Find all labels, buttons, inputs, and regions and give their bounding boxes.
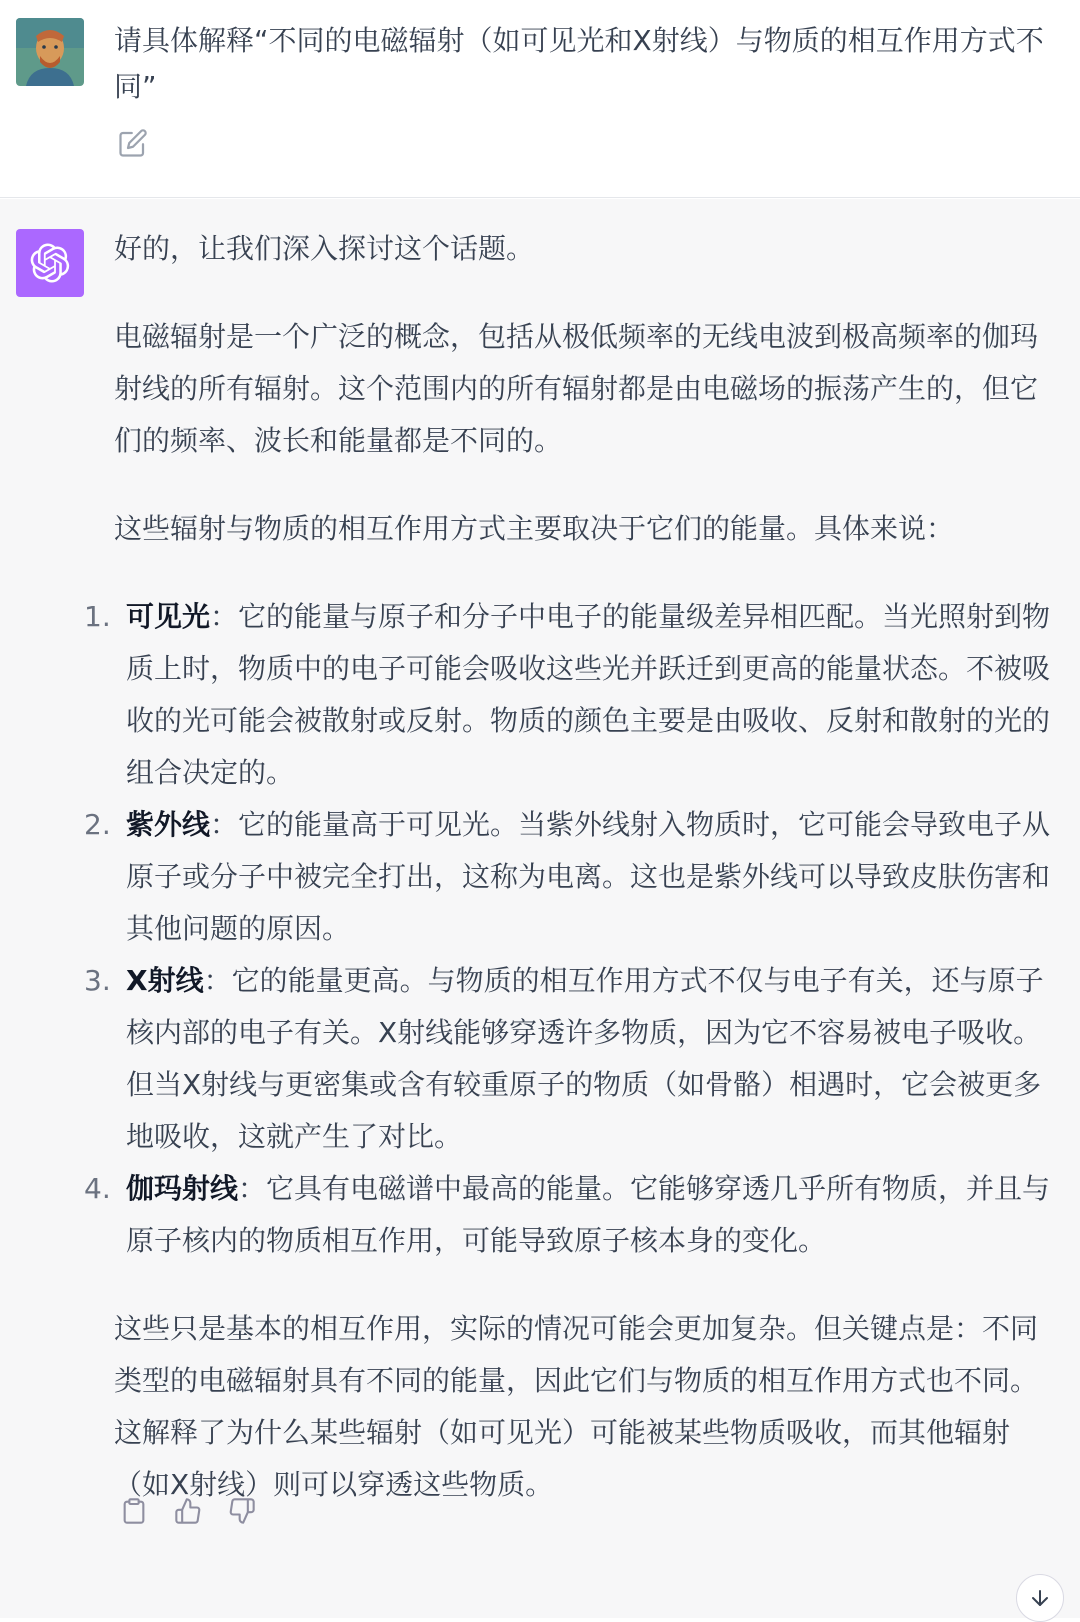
answer-paragraph-3: 这些只是基本的相互作用，实际的情况可能会更加复杂。但关键点是：不同类型的电磁辐射具有不同的能量，因此它们与物质的相互作用方式也不同。这解释了为什么某些辐射（如可见光）可能被某些物质吸收，而其他辐射（如X射线）则可以穿透这些物质。 [114, 1312, 1039, 1501]
list-text: ：它具有电磁谱中最高的能量。它能够穿透几乎所有物质，并且与原子核内的物质相互作用，可能导致原子核本身的变化。 [126, 1172, 1051, 1257]
user-message [0, 0, 1080, 198]
answer-intro: 好的，让我们深入探讨这个话题。 [114, 232, 535, 265]
edit-icon[interactable] [118, 128, 154, 164]
list-term: 紫外线 [126, 808, 211, 841]
list-term: X射线 [126, 964, 204, 997]
openai-logo-icon [16, 229, 84, 297]
list-number: 2. [84, 808, 111, 841]
answer-list [84, 591, 1064, 1267]
list-number: 3. [84, 964, 111, 997]
list-term: 可见光 [126, 600, 211, 633]
answer-paragraph-1: 电磁辐射是一个广泛的概念，包括从极低频率的无线电波到极高频率的伽玛射线的所有辐射。这个范围内的所有辐射都是由电磁场的振荡产生的，但它们的频率、波长和能量都是不同的。 [114, 320, 1039, 457]
user-avatar [16, 18, 84, 86]
list-text: ：它的能量更高。与物质的相互作用方式不仅与电子有关，还与原子核内部的电子有关。X射线能够穿透许多物质，因为它不容易被电子吸收。但当X射线与更密集或含有较重原子的物质（如骨骼）相遇时，它会被更多地吸收，这就产生了对比。 [126, 964, 1044, 1153]
list-text: ：它的能量与原子和分子中电子的能量级差异相匹配。当光照射到物质上时，物质中的电子可能会吸收这些光并跃迁到更高的能量状态。不被吸收的光可能会被散射或反射。物质的颜色主要是由吸收、反射和散射的光的组合决定的。 [126, 600, 1051, 789]
list-number: 4. [84, 1172, 111, 1205]
list-text: ：它的能量高于可见光。当紫外线射入物质时，它可能会导致电子从原子或分子中被完全打出，这称为电离。这也是紫外线可以导致皮肤伤害和其他问题的原因。 [126, 808, 1051, 945]
copy-icon[interactable] [118, 1495, 150, 1527]
list-item [84, 799, 1064, 955]
list-item [84, 591, 1064, 799]
list-term: 伽玛射线 [126, 1172, 239, 1205]
message-actions [118, 1495, 258, 1527]
assistant-message [0, 199, 1080, 1618]
list-item [84, 955, 1064, 1163]
arrow-down-icon [1028, 1586, 1052, 1610]
user-message-text: 请具体解释“不同的电磁辐射（如可见光和X射线）与物质的相互作用方式不同” [114, 24, 1044, 103]
list-item [84, 1163, 1064, 1267]
thumbs-down-icon[interactable] [226, 1495, 258, 1527]
list-number: 1. [84, 600, 111, 633]
answer-paragraph-2: 这些辐射与物质的相互作用方式主要取决于它们的能量。具体来说： [114, 512, 955, 545]
assistant-answer [84, 223, 1064, 1547]
scroll-down-button[interactable] [1016, 1574, 1064, 1622]
thumbs-up-icon[interactable] [172, 1495, 204, 1527]
